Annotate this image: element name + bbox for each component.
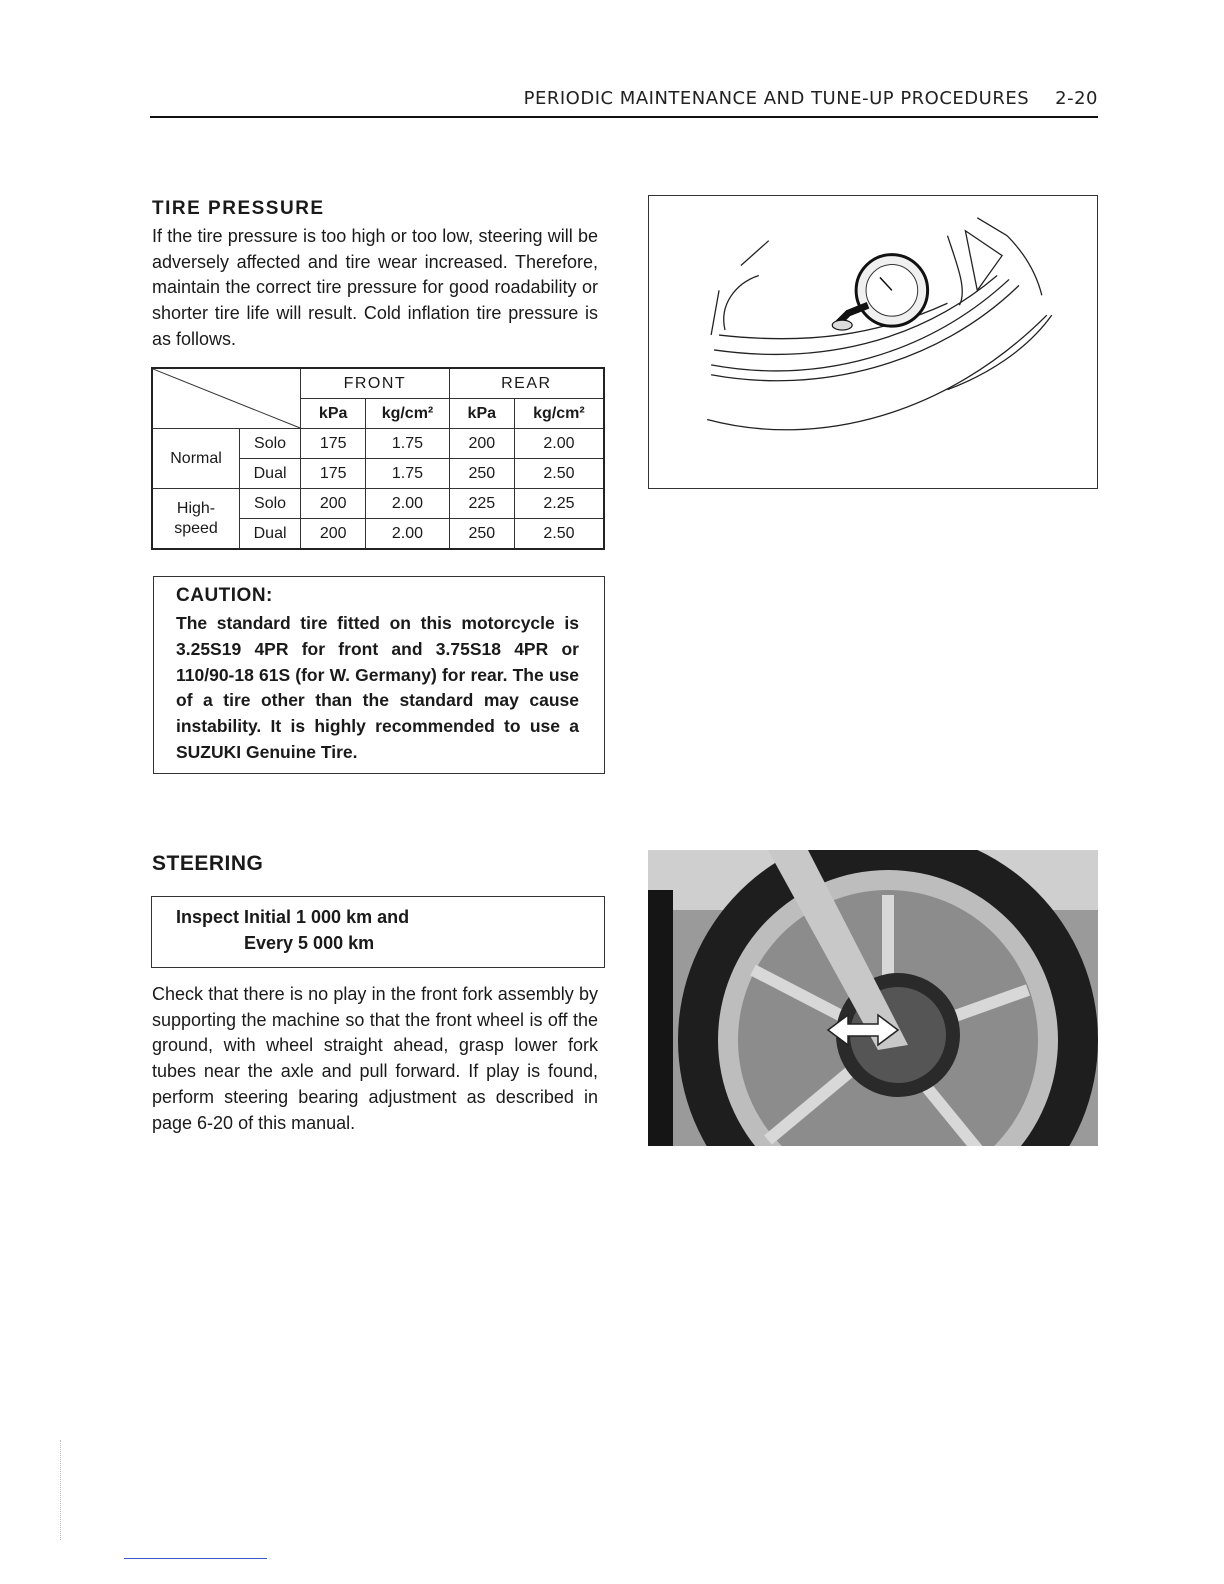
front-wheel-photo [648,850,1098,1146]
load-label: Dual [240,519,301,550]
value-cell: 200 [301,519,366,550]
table-row [152,489,604,519]
table-row [152,429,604,459]
value-cell: 2.50 [514,519,604,550]
caution-title: CAUTION: [176,585,273,606]
value-cell: 2.00 [366,519,449,550]
unit-header: kPa [449,399,514,429]
load-label: Solo [240,489,301,519]
value-cell: 225 [449,489,514,519]
value-cell: 200 [449,429,514,459]
group-label: High- speed [152,489,240,550]
inspection-interval-box [151,896,605,968]
caution-body: The standard tire fitted on this motorcycle is 3.25S19 4PR for front and 3.75S18 4PR or 110/90-18 61S (for W. Germany) for rear. The use of a tire other than the standard may cause instability. It is highly recommended to use a SUZUKI Genuine Tire. [176,613,579,762]
value-cell: 175 [301,459,366,489]
group-label: Normal [152,429,240,489]
value-cell: 2.50 [514,459,604,489]
margin-mark [60,1440,61,1540]
tire-pressure-paragraph: If the tire pressure is too high or too low, steering will be adversely affected and tire wear increased. Therefore, maintain the correct tire pressure for good roadability or shorter tire life will result. Cold inflation tire pressure is as follows. [152,226,598,349]
value-cell: 200 [301,489,366,519]
unit-header: kg/cm² [366,399,449,429]
unit-header: kPa [301,399,366,429]
header-title: PERIODIC MAINTENANCE AND TUNE-UP PROCEDURES [523,88,1030,109]
page-header [150,88,1098,109]
load-label: Solo [240,429,301,459]
value-cell: 2.00 [514,429,604,459]
tire-pressure-table [151,367,605,550]
value-cell: 1.75 [366,459,449,489]
value-cell: 175 [301,429,366,459]
tire-gauge-illustration [648,195,1098,489]
unit-header: kg/cm² [514,399,604,429]
load-label: Dual [240,459,301,489]
value-cell: 1.75 [366,429,449,459]
page-number: 2-20 [1055,88,1098,109]
table-corner-cell [152,368,301,429]
value-cell: 250 [449,519,514,550]
steering-heading: STEERING [152,852,264,875]
value-cell: 2.25 [514,489,604,519]
front-wheel-drawing [648,850,1098,1146]
value-cell: 250 [449,459,514,489]
value-cell: 2.00 [366,489,449,519]
steering-paragraph: Check that there is no play in the front fork assembly by supporting the machine so that the front wheel is off the ground, with wheel straight ahead, grasp lower fork tubes near the axle and pull forward. If play is found, perform steering bearing adjustment as described in page 6-20 of this manual. [152,984,598,1133]
caution-box [153,576,605,774]
inspection-line-2: Every 5 000 km [244,933,375,953]
front-header: FRONT [301,368,450,399]
bottom-link-line [124,1558,267,1559]
inspection-line-1: Inspect Initial 1 000 km and [176,907,410,927]
header-rule [150,116,1098,118]
tire-pressure-heading: TIRE PRESSURE [152,198,325,219]
rear-header: REAR [449,368,604,399]
tire-gauge-drawing [649,196,1097,488]
